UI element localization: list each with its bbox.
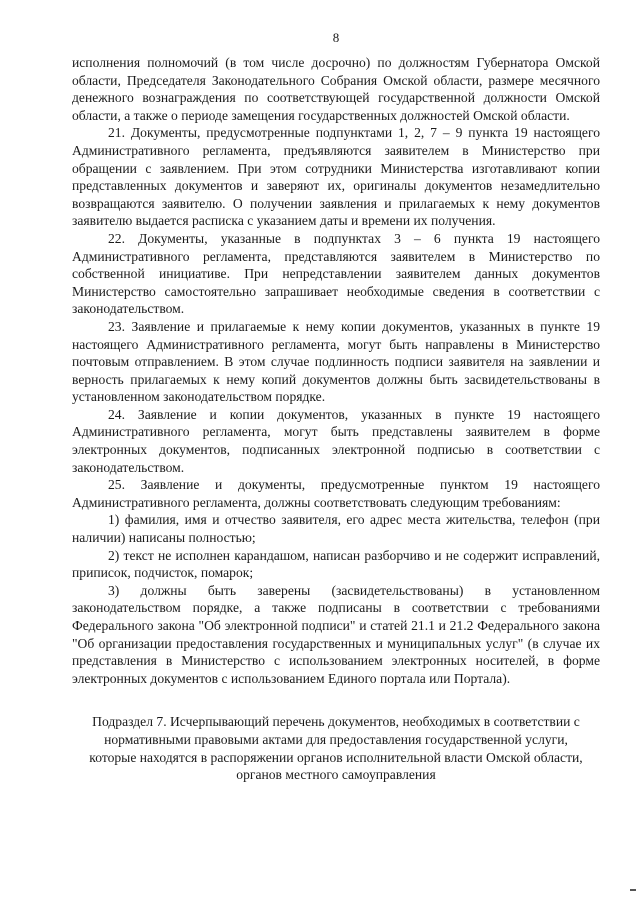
paragraph-22: 22. Документы, указанные в подпунктах 3 – 6 пункта 19 настоящего Административного регламента, представляются заявителем в Министерство по собственной инициативе. При непредставлении заявителем данных документов Министерство самостоятельно запрашивает необходимые сведения в соответствии с законодательством.: [72, 230, 600, 317]
list-item-3: 3) должны быть заверены (засвидетельствованы) в установленном законодательством порядке, а также подписаны в соответствии с требованиями Федерального закона "Об электронной подписи" и статей 21.1 и 21.2 Федерального закона "Об организации предоставления государственных и муниципальных услуг" (в случае их представления в Министерство с использованием электронных носителей, в форме электронных документов с использованием Единого портала или Портала).: [72, 582, 600, 686]
list-item-1: 1) фамилия, имя и отчество заявителя, его адрес места жительства, телефон (при наличии) написаны полностью;: [72, 512, 600, 546]
paragraph-continuation: исполнения полномочий (в том числе досрочно) по должностям Губернатора Омской области, Председателя Законодательного Собрания Омской области, размере месячного денежного вознаграждения по соответствующей государственной должности Омской области, а также о периоде замещения государственных должностей Омской области.: [72, 55, 600, 123]
subsection-heading: Подраздел 7. Исчерпывающий перечень документов, необходимых в соответствии с нормативными правовыми актами для предоставления государственной услуги, которые находятся в распоряжении органов исполнительной власти Омской области, органов местного самоуправления: [89, 714, 583, 783]
paragraph-25: 25. Заявление и документы, предусмотренные пунктом 19 настоящего Административного регламента, должны соответствовать следующим требованиям:: [72, 477, 600, 510]
paragraph-24: 24. Заявление и копии документов, указанных в пункте 19 настоящего Административного регламента, могут быть представлены заявителем в форме электронных документов, подписанных электронной подписью в соответствии с законодательством.: [72, 406, 600, 475]
list-item-2: 2) текст не исполнен карандашом, написан разборчиво и не содержит исправлений, приписок, подчисток, помарок;: [72, 547, 600, 581]
paragraph-21: 21. Документы, предусмотренные подпунктами 1, 2, 7 – 9 пункта 19 настоящего Административного регламента, предъявляются заявителем в Министерство при обращении с заявлением. При этом сотрудники Министерства изготавливают копии представленных документов и заверяют их, оригиналы документов незамедлительно возвращаются заявителю. О получении заявления и прилагаемых к нему документов заявителю выдается расписка с указанием даты и времени их получения.: [72, 125, 600, 229]
scan-edge-mark: [630, 889, 636, 891]
document-page: [72, 30, 600, 784]
page-number: 8: [332, 30, 340, 45]
paragraph-23: 23. Заявление и прилагаемые к нему копии документов, указанных в пункте 19 настоящего Административного регламента, могут быть направлены в Министерство почтовым отправлением. В этом случае подлинность подписи заявителя на заявлении и верность прилагаемых к нему копий документов должны быть засвидетельствованы в установленном законодательством порядке.: [72, 318, 600, 405]
